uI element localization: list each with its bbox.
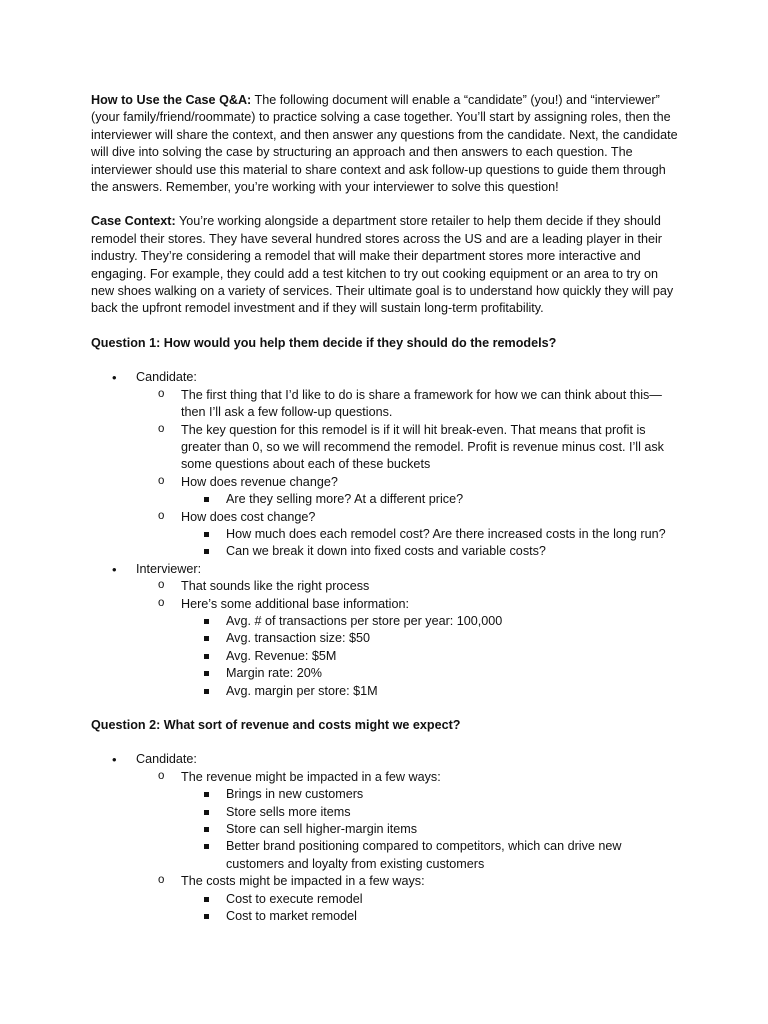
list-item-text: Avg. transaction size: $50 bbox=[226, 631, 370, 646]
list-item bbox=[181, 491, 681, 508]
list-item-text: The key question for this remodel is if it will hit break-even. That means that profit is greater than 0, so we will recommend the remodel. Profit is revenue minus cost. I’ll ask some questions about each of these buckets bbox=[181, 422, 664, 472]
list-item bbox=[181, 821, 681, 838]
case-context-paragraph bbox=[91, 213, 681, 317]
list-item-text: Margin rate: 20% bbox=[226, 666, 322, 681]
list-item-text: The first thing that I’d like to do is share a framework for how we can think about this—then I’ll ask a few follow-up questions. bbox=[181, 387, 662, 420]
list-item bbox=[136, 509, 681, 561]
base-info-sublist bbox=[181, 613, 681, 700]
question-2-list bbox=[91, 751, 681, 925]
list-item-text: Avg. margin per store: $1M bbox=[226, 683, 378, 698]
list-item-text: Avg. Revenue: $5M bbox=[226, 648, 337, 663]
list-item-text: Store sells more items bbox=[226, 804, 351, 819]
revenue-sublist bbox=[181, 491, 681, 508]
list-item bbox=[136, 387, 681, 422]
list-item bbox=[136, 422, 681, 474]
list-item bbox=[181, 543, 681, 560]
question-1-heading: Question 1: How would you help them decide if they should do the remodels? bbox=[91, 335, 557, 350]
list-item bbox=[91, 369, 681, 560]
list-item bbox=[181, 613, 681, 630]
interviewer-label: Interviewer: bbox=[136, 561, 202, 576]
candidate-sublist bbox=[136, 769, 681, 926]
list-item bbox=[181, 908, 681, 925]
cost-sublist bbox=[181, 526, 681, 561]
list-item bbox=[181, 786, 681, 803]
list-item bbox=[181, 891, 681, 908]
case-context-label: Case Context: bbox=[91, 214, 176, 229]
list-item-text: Store can sell higher-margin items bbox=[226, 822, 418, 837]
list-item bbox=[181, 630, 681, 647]
list-item bbox=[181, 648, 681, 665]
case-context-text: You’re working alongside a department store retailer to help them decide if they should remodel their stores. They have several hundred stores across the US and are a leading player in their industry. They’re considering a remodel that will make their department stores more interactive and engaging. For example, they could add a test kitchen to try out cooking equipment or an area to try on new shoes walking on a variety of services. Their ultimate goal is to understand how quickly they will pay back the upfront remodel investment and if they will sustain long-term profitability. bbox=[91, 214, 674, 316]
list-item bbox=[181, 838, 681, 873]
list-item-text: Better brand positioning compared to competitors, which can drive new customers and loyalty from existing customers bbox=[226, 839, 622, 871]
list-item bbox=[181, 683, 681, 700]
list-item bbox=[136, 596, 681, 700]
list-item-text: Can we break it down into fixed costs and variable costs? bbox=[226, 544, 546, 559]
candidate-label: Candidate: bbox=[136, 752, 197, 767]
list-item bbox=[136, 578, 681, 595]
list-item-text: Here’s some additional base information: bbox=[181, 596, 409, 611]
list-item bbox=[91, 751, 681, 925]
list-item bbox=[136, 769, 681, 873]
list-item-text: That sounds like the right process bbox=[181, 579, 370, 594]
cost-impact-sublist bbox=[181, 891, 681, 926]
list-item-text: The costs might be impacted in a few ways: bbox=[181, 874, 425, 889]
list-item-text: How does revenue change? bbox=[181, 474, 338, 489]
question-1-list bbox=[91, 369, 681, 700]
list-item bbox=[181, 526, 681, 543]
intro-paragraph bbox=[91, 92, 681, 196]
list-item-text: Are they selling more? At a different price? bbox=[226, 492, 464, 507]
list-item-text: Brings in new customers bbox=[226, 787, 364, 802]
intro-label: How to Use the Case Q&A: bbox=[91, 93, 252, 107]
question-2-heading: Question 2: What sort of revenue and costs might we expect? bbox=[91, 718, 461, 732]
list-item bbox=[181, 804, 681, 821]
list-item-text: How does cost change? bbox=[181, 509, 316, 524]
list-item bbox=[136, 474, 681, 509]
interviewer-sublist bbox=[136, 578, 681, 700]
list-item bbox=[136, 873, 681, 925]
list-item-text: Cost to market remodel bbox=[226, 909, 357, 924]
intro-text: The following document will enable a “candidate” (you!) and “interviewer” (your family/friend/roommate) to practice solving a case together. You’ll start by assigning roles, then the interviewer will share the context, and then answer any questions from the candidate. Next, the candidate will dive into solving the case by structuring an approach and then answers to each question. The interviewer should use this material to share context and ask follow-up questions to guide them through the answers. Remember, you’re working with your interviewer to solve this question! bbox=[91, 93, 678, 195]
document-page bbox=[91, 92, 681, 942]
list-item-text: Avg. # of transactions per store per year: 100,000 bbox=[226, 613, 503, 628]
list-item-text: How much does each remodel cost? Are there increased costs in the long run? bbox=[226, 526, 666, 541]
list-item-text: Cost to execute remodel bbox=[226, 891, 363, 906]
list-item bbox=[91, 561, 681, 700]
list-item-text: The revenue might be impacted in a few ways: bbox=[181, 769, 441, 784]
candidate-label: Candidate: bbox=[136, 370, 197, 385]
candidate-sublist bbox=[136, 387, 681, 561]
list-item bbox=[181, 665, 681, 682]
revenue-impact-sublist bbox=[181, 786, 681, 873]
